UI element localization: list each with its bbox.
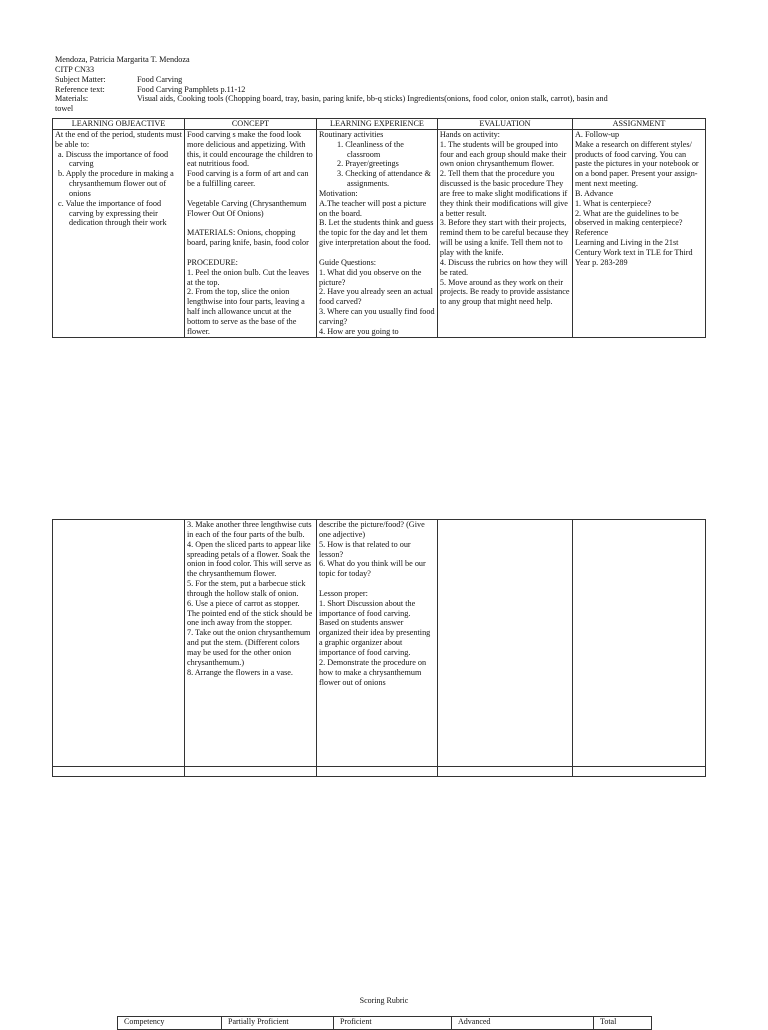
scoring-rubric-table <box>117 1016 652 1030</box>
evaluation-line: 5. Move around as they work on their projects. Be ready to provide assistance to any group that might need help. <box>439 277 570 307</box>
concept-line: Food carving s make the food look more delicious and appetizing. With this, it could encourage the children to eat nutritious food. <box>187 129 313 169</box>
objective-cell <box>53 520 185 767</box>
objective-cell <box>53 129 185 337</box>
concept-line: 8. Arrange the flowers in a vase. <box>187 667 293 677</box>
experience-line: B. Let the students think and guess the topic for the day and let them give interpretation about the food. <box>319 218 434 248</box>
subject-row <box>55 75 705 85</box>
empty-cell <box>185 767 317 777</box>
section-code: CITP CN33 <box>55 64 95 74</box>
rubric-header-row <box>118 1017 652 1030</box>
empty-cell <box>572 767 705 777</box>
evaluation-cell <box>437 520 572 767</box>
experience-line: 3. Where can you usually find food carving? <box>319 307 435 326</box>
concept-line: 3. Make another three lengthwise cuts in each of the four parts of the bulb. <box>187 520 312 539</box>
lesson-plan-table <box>52 118 706 338</box>
header-assignment: ASSIGNMENT <box>572 119 705 130</box>
assignment-line: Reference <box>574 228 609 238</box>
rubric-header: Advanced <box>452 1017 594 1030</box>
materials-value: Visual aids, Cooking tools (Chopping board, tray, basin, paring knife, bb-q sticks) Ingredients(onions, food color, onion stalk, carrot), basin and <box>137 94 608 104</box>
document-header <box>55 55 705 114</box>
experience-line: 1. Short Discussion about the importance of food carving. <box>319 598 416 618</box>
materials-row <box>55 94 705 104</box>
experience-line: 5. How is that related to our lesson? <box>319 539 411 559</box>
header-experience: LEARNING EXPERIENCE <box>317 119 438 130</box>
assignment-line: 1. What is centerpiece? <box>574 198 652 208</box>
assignment-line: Make a research on different styles/ products of food carving. You can paste the pictures in your notebook or on a bond paper. Present your assign-ment next meeting. <box>574 139 699 189</box>
experience-cell <box>317 520 438 767</box>
assignment-cell <box>572 129 705 337</box>
objective-intro: At the end of the period, students must be able to: <box>55 129 182 149</box>
rubric-header: Total <box>594 1017 652 1030</box>
empty-cell <box>53 767 185 777</box>
experience-line: describe the picture/food? (Give one adjective) <box>319 520 425 539</box>
concept-line: 1. Peel the onion bulb. Cut the leaves at the top. <box>187 267 310 287</box>
author-name: Mendoza, Patricia Margarita T. Mendoza <box>55 55 190 64</box>
evaluation-line: 3. Before they start with their projects, remind them to be careful because they will be using a knife. Tell them not to play with the knife. <box>439 218 569 257</box>
header-objective: LEARNING OBJEACTIVE <box>53 119 185 130</box>
experience-item: 1. Cleanliness of the classroom <box>337 139 404 159</box>
experience-line: Based on students answer organized their idea by presenting a graphic organizer about importance of food carving. <box>319 618 431 657</box>
assignment-cell <box>572 520 705 767</box>
header-evaluation: EVALUATION <box>437 119 572 130</box>
concept-line: Vegetable Carving (Chrysanthemum Flower Out Of Onions) <box>187 198 307 218</box>
rubric-header: Partially Proficient <box>222 1017 334 1030</box>
experience-routinary: Routinary activities <box>319 129 384 139</box>
concept-cell <box>185 129 317 337</box>
evaluation-line: Hands on activity: <box>439 129 500 139</box>
concept-line: PROCEDURE: <box>187 257 238 267</box>
concept-cell <box>185 520 317 767</box>
objective-item: b. Apply the procedure in making a chrysanthemum flower out of onions <box>58 169 174 198</box>
empty-cell <box>317 767 438 777</box>
concept-line <box>187 218 314 228</box>
concept-line: 6. Use a piece of carrot as stopper. The pointed end of the stick should be one inch away from the stopper. <box>187 598 313 628</box>
experience-line: Motivation: <box>319 188 358 198</box>
reference-label: Reference text: <box>55 84 105 94</box>
experience-item: 2. Prayer/greetings <box>337 159 399 169</box>
table-header-row <box>53 119 706 130</box>
experience-line: A.The teacher will post a picture on the board. <box>319 198 427 218</box>
evaluation-line: 4. Discuss the rubrics on how they will be rated. <box>439 257 568 277</box>
empty-cell <box>437 767 572 777</box>
concept-line <box>187 189 314 199</box>
concept-line: 4. Open the sliced parts to appear like spreading petals of a flower. Soak the onion in food color. This will serve as the chrysanthemum flower. <box>187 539 312 579</box>
table-row <box>53 767 706 777</box>
subject-value: Food Carving <box>137 74 183 84</box>
assignment-line: Learning and Living in the 21st Century Work text in TLE for Third Year p. 283-289 <box>574 238 693 267</box>
assignment-line: A. Follow-up <box>574 129 620 139</box>
experience-line <box>319 579 435 589</box>
rubric-header: Competency <box>118 1017 222 1030</box>
lesson-plan-table-continued <box>52 519 706 777</box>
concept-line: MATERIALS: Onions, chopping board, paring knife, basin, food color <box>187 228 309 248</box>
reference-value: Food Carving Pamphlets p.11-12 <box>137 84 246 94</box>
concept-line: 2. From the top, slice the onion lengthwise into four parts, leaving a half inch allowance uncut at the bottom to serve as the base of the flower. <box>187 287 305 336</box>
evaluation-cell <box>437 129 572 337</box>
reference-row <box>55 85 705 95</box>
experience-line: 1. What did you observe on the picture? <box>319 267 422 287</box>
assignment-line: 2. What are the guidelines to be observed in making centerpiece? <box>574 208 683 228</box>
experience-cell <box>317 129 438 337</box>
evaluation-line: 2. Tell them that the procedure you discussed is the basic procedure They are free to make slight modifications if they think their modifications will give a better result. <box>439 169 568 218</box>
experience-line: 2. Have you already seen an actual food carved? <box>319 287 433 307</box>
concept-line: Food carving is a form of art and can be a fulfilling career. <box>187 169 309 189</box>
concept-line: 7. Take out the onion chrysanthemum and put the stem. (Different colors may be used for the other onion chrysanthemum.) <box>187 628 311 667</box>
objective-item: a. Discuss the importance of food carving <box>58 149 169 169</box>
experience-line <box>319 248 435 258</box>
table-row <box>53 520 706 767</box>
experience-line: 4. How are you going to <box>319 326 399 336</box>
subject-label: Subject Matter: <box>55 74 106 84</box>
rubric-header: Proficient <box>334 1017 452 1030</box>
experience-line: 2. Demonstrate the procedure on how to make a chrysanthemum flower out of onions <box>319 657 427 687</box>
materials-label: Materials: <box>55 94 89 104</box>
experience-line: Guide Questions: <box>319 257 377 267</box>
concept-line <box>187 248 314 258</box>
concept-line: 5. For the stem, put a barbecue stick through the hollow stalk of onion. <box>187 579 306 598</box>
materials-continued: towel <box>55 104 74 114</box>
rubric-title: Scoring Rubric <box>359 996 409 1005</box>
experience-line: 6. What do you think will be our topic for today? <box>319 559 426 579</box>
experience-item: 3. Checking of attendance & assignments. <box>337 169 431 189</box>
evaluation-line: 1. The students will be grouped into four and each group should make their own onion chrysanthemum flower. <box>439 139 567 169</box>
table-row <box>53 129 706 337</box>
objective-item: c. Value the importance of food carving by expressing their dedication through their work <box>58 198 167 228</box>
header-concept: CONCEPT <box>185 119 317 130</box>
assignment-line: B. Advance <box>574 188 614 198</box>
experience-line: Lesson proper: <box>319 588 368 598</box>
